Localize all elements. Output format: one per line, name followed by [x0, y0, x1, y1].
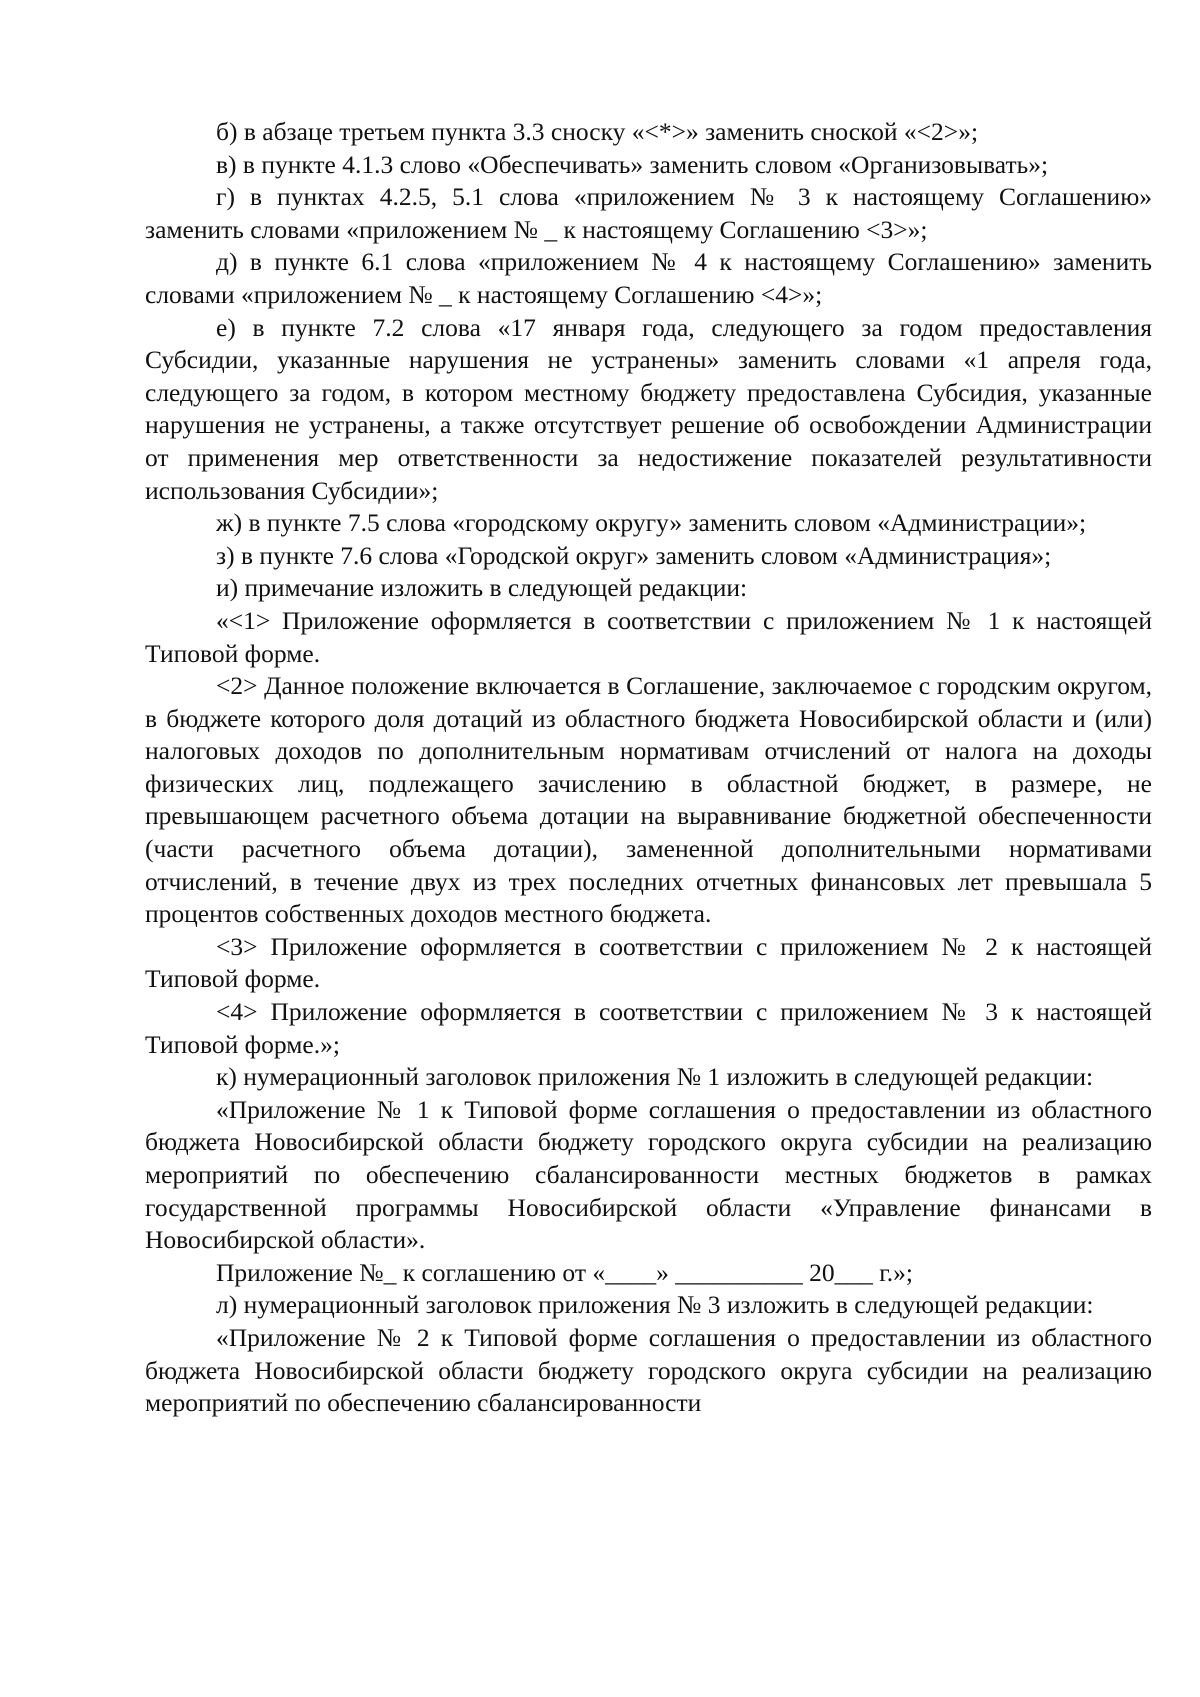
- note-1: «<1> Приложение оформляется в соответствии с приложением № 1 к настоящей Типовой форме.: [145, 605, 1152, 668]
- paragraph-k: к) нумерационный заголовок приложения № 1 изложить в следующей редакции:: [216, 1062, 1094, 1092]
- paragraph-b: б) в абзаце третьем пункта 3.3 сноску «<*>» заменить сноской «<2>»;: [216, 117, 979, 146]
- appendix-1-heading: «Приложение № 1 к Типовой форме соглашения о предоставлении из областного бюджета Новосибирской области бюджету городского округа субсидии на реализацию мероприятий по обеспечению сбалансированности местных бюджетов в рамках государственной программы Новосибирской области «Управление финансами в Новосибирской области».: [145, 1094, 1152, 1255]
- note-4: <4> Приложение оформляется в соответствии с приложением № 3 к настоящей Типовой форме.»;: [145, 997, 1152, 1059]
- paragraph-g: г) в пунктах 4.2.5, 5.1 слова «приложением № 3 к настоящему Соглашению» заменить словами «приложением № _ к настоящему Соглашению <3>»;: [145, 182, 1152, 244]
- document-body: [145, 116, 1152, 1420]
- paragraph-v: в) в пункте 4.1.3 слово «Обеспечивать» заменить словом «Организовывать»;: [216, 149, 1049, 179]
- note-3: <3> Приложение оформляется в соответствии с приложением № 2 к настоящей Типовой форме.: [145, 931, 1152, 994]
- note-2: <2> Данное положение включается в Соглашение, заключаемое с городским округом, в бюджете которого доля дотаций из областного бюджета Новосибирской области и (или) налоговых доходов по дополнительным нормативам отчислений от налога на доходы физических лиц, подлежащего зачислению в областной бюджет, в размере, не превышающем расчетного объема дотации на выравнивание бюджетной обеспеченности (части расчетного объема дотации), замененной дополнительными нормативами отчислений, в течение двух из трех последних отчетных финансовых лет превышала 5 процентов собственных доходов местного бюджета.: [145, 671, 1152, 929]
- paragraph-d: д) в пункте 6.1 слова «приложением № 4 к настоящему Соглашению» заменить словами «приложением № _ к настоящему Соглашению <4>»;: [145, 247, 1152, 309]
- paragraph-e: е) в пункте 7.2 слова «17 января года, следующего за годом предоставления Субсидии, указанные нарушения не устранены» заменить словами «1 апреля года, следующего за годом, в котором местному бюджету предоставлена Субсидия, указанные нарушения не устранены, а также отсутствует решение об освобождении Администрации от применения мер ответственности за недостижение показателей результативности использования Субсидии»;: [145, 312, 1152, 505]
- paragraph-zh: ж) в пункте 7.5 слова «городскому округу» заменить словом «Администрации»;: [216, 508, 1087, 538]
- appendix-2-heading: «Приложение № 2 к Типовой форме соглашения о предоставлении из областного бюджета Новосибирской области бюджету городского округа субсидии на реализацию мероприятий по обеспечению сбалансированности: [145, 1322, 1152, 1418]
- paragraph-l: л) нумерационный заголовок приложения № 3 изложить в следующей редакции:: [216, 1290, 1094, 1320]
- appendix-agreement-line: Приложение №_ к соглашению от «____» __________ 20___ г.»;: [216, 1257, 914, 1287]
- paragraph-z: з) в пункте 7.6 слова «Городской округ» заменить словом «Администрация»;: [216, 540, 1052, 570]
- paragraph-i: и) примечание изложить в следующей редакции:: [216, 573, 748, 603]
